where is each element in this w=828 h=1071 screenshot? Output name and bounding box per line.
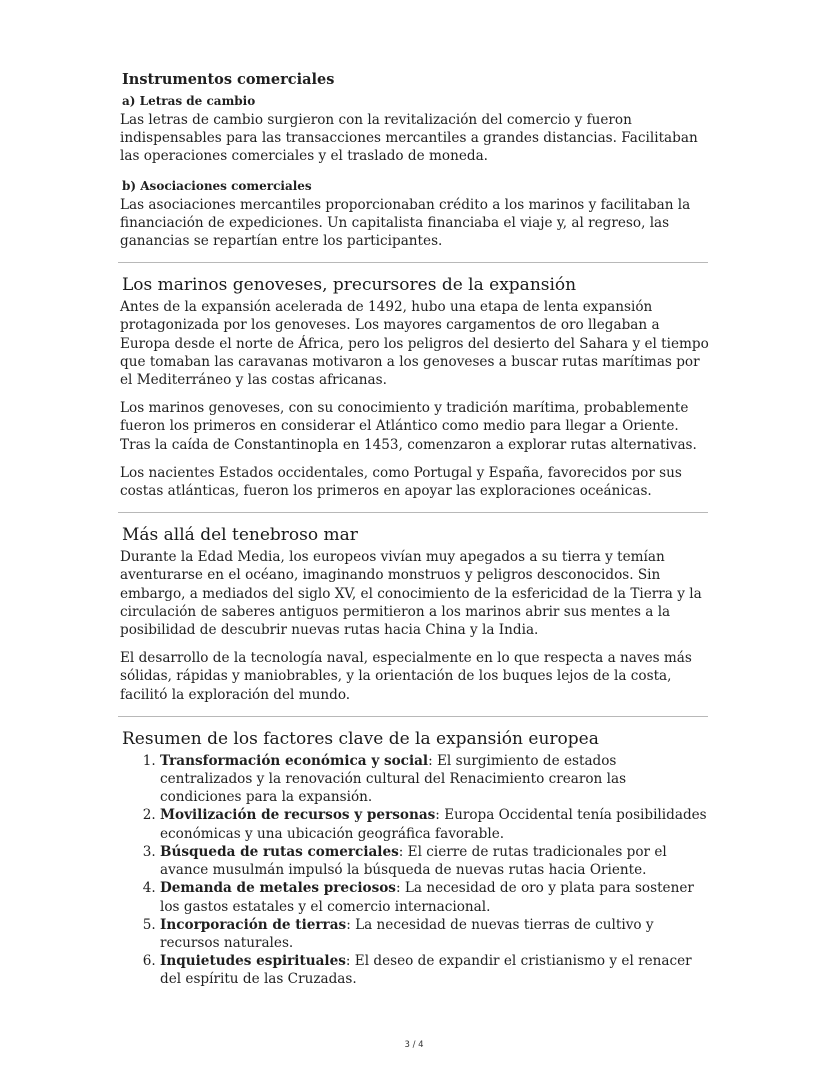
section-divider xyxy=(118,512,708,513)
list-item-text: : Europa Occidental tenía posibilidades económicas y una ubicación geográfica favorable. xyxy=(160,807,707,842)
list-item-text: : La necesidad de oro y plata para sostener los gastos estatales y el comercio internacional. xyxy=(160,880,694,915)
section-divider xyxy=(118,716,708,717)
section-title-resumen: Resumen de los factores clave de la expansión europea xyxy=(122,728,599,749)
section-title-genoveses: Los marinos genoveses, precursores de la expansión xyxy=(122,275,577,296)
document-page xyxy=(120,70,710,989)
list-item-term: Movilización de recursos y personas xyxy=(160,807,436,824)
list-item-term: Inquietudes espirituales xyxy=(160,953,346,970)
paragraph-tenebroso-1: Durante la Edad Media, los europeos vivían muy apegados a su tierra y temían aventurarse en el océano, imaginando monstruos y peligros desconocidos. Sin embargo, a mediados del siglo XV, el conocimiento de la esfericidad de la Tierra y la circulación de saberes antiguos permitieron a los marinos abrir sus mentes a la posibilidad de descubrir nuevas rutas hacia China y la India. xyxy=(120,549,702,639)
list-item xyxy=(160,752,710,807)
paragraph-tenebroso-2: El desarrollo de la tecnología naval, especialmente en lo que respecta a naves más sólidas, rápidas y maniobrables, y la orientación de los buques lejos de la costa, facilitó la exploración del mundo. xyxy=(120,650,692,703)
paragraph-asociaciones: Las asociaciones mercantiles proporcionaban crédito a los marinos y facilitaban la financiación de expediciones. Un capitalista financiaba el viaje y, al regreso, las ganancias se repartían entre los participantes. xyxy=(120,196,691,250)
page-number: 3 / 4 xyxy=(404,1040,424,1050)
factors-list xyxy=(120,752,710,989)
list-item-term: Incorporación de tierras xyxy=(160,916,347,933)
list-item-text: : El cierre de rutas tradicionales por el avance musulmán impulsó la búsqueda de nuevas rutas hacia Oriente. xyxy=(160,843,667,879)
section-divider xyxy=(118,262,708,263)
list-item xyxy=(160,806,710,842)
list-item-term: Transformación económica y social xyxy=(160,752,429,769)
section-title-instrumentos: Instrumentos comerciales xyxy=(122,71,335,88)
subsection-title-asociaciones: b) Asociaciones comerciales xyxy=(122,178,312,193)
list-item xyxy=(160,879,710,915)
paragraph-genoveses-1: Antes de la expansión acelerada de 1492, hubo una etapa de lenta expansión protagonizada por los genoveses. Los mayores cargamentos de oro llegaban a Europa desde el norte de África, pero los peligros del desierto del Sahara y el tiempo que tomaban las caravanas motivaron a los genoveses a buscar rutas marítimas por el Mediterráneo y las costas africanas. xyxy=(120,299,709,389)
paragraph-letras: Las letras de cambio surgieron con la revitalización del comercio y fueron indispensables para las transacciones mercantiles a grandes distancias. Facilitaban las operaciones comerciales y el traslado de moneda. xyxy=(120,112,698,165)
section-title-tenebroso: Más allá del tenebroso mar xyxy=(122,525,358,546)
list-item-term: Búsqueda de rutas comerciales xyxy=(160,843,399,860)
list-item xyxy=(160,952,710,988)
list-item-term: Demanda de metales preciosos xyxy=(160,880,396,897)
list-item-text: : El surgimiento de estados centralizados y la renovación cultural del Renacimiento crearon las condiciones para la expansión. xyxy=(160,752,627,806)
list-item-text: : El deseo de expandir el cristianismo y el renacer del espíritu de las Cruzadas. xyxy=(160,953,692,988)
list-item xyxy=(160,843,710,879)
paragraph-genoveses-3: Los nacientes Estados occidentales, como Portugal y España, favorecidos por sus costas atlánticas, fueron los primeros en apoyar las exploraciones oceánicas. xyxy=(120,464,682,500)
list-item-text: : La necesidad de nuevas tierras de cultivo y recursos naturales. xyxy=(160,916,654,951)
list-item xyxy=(160,916,710,952)
subsection-title-letras: a) Letras de cambio xyxy=(122,94,256,108)
paragraph-genoveses-2: Los marinos genoveses, con su conocimiento y tradición marítima, probablemente fueron los primeros en considerar el Atlántico como medio para llegar a Oriente. Tras la caída de Constantinopla en 1453, comenzaron a explorar rutas alternativas. xyxy=(120,400,697,453)
